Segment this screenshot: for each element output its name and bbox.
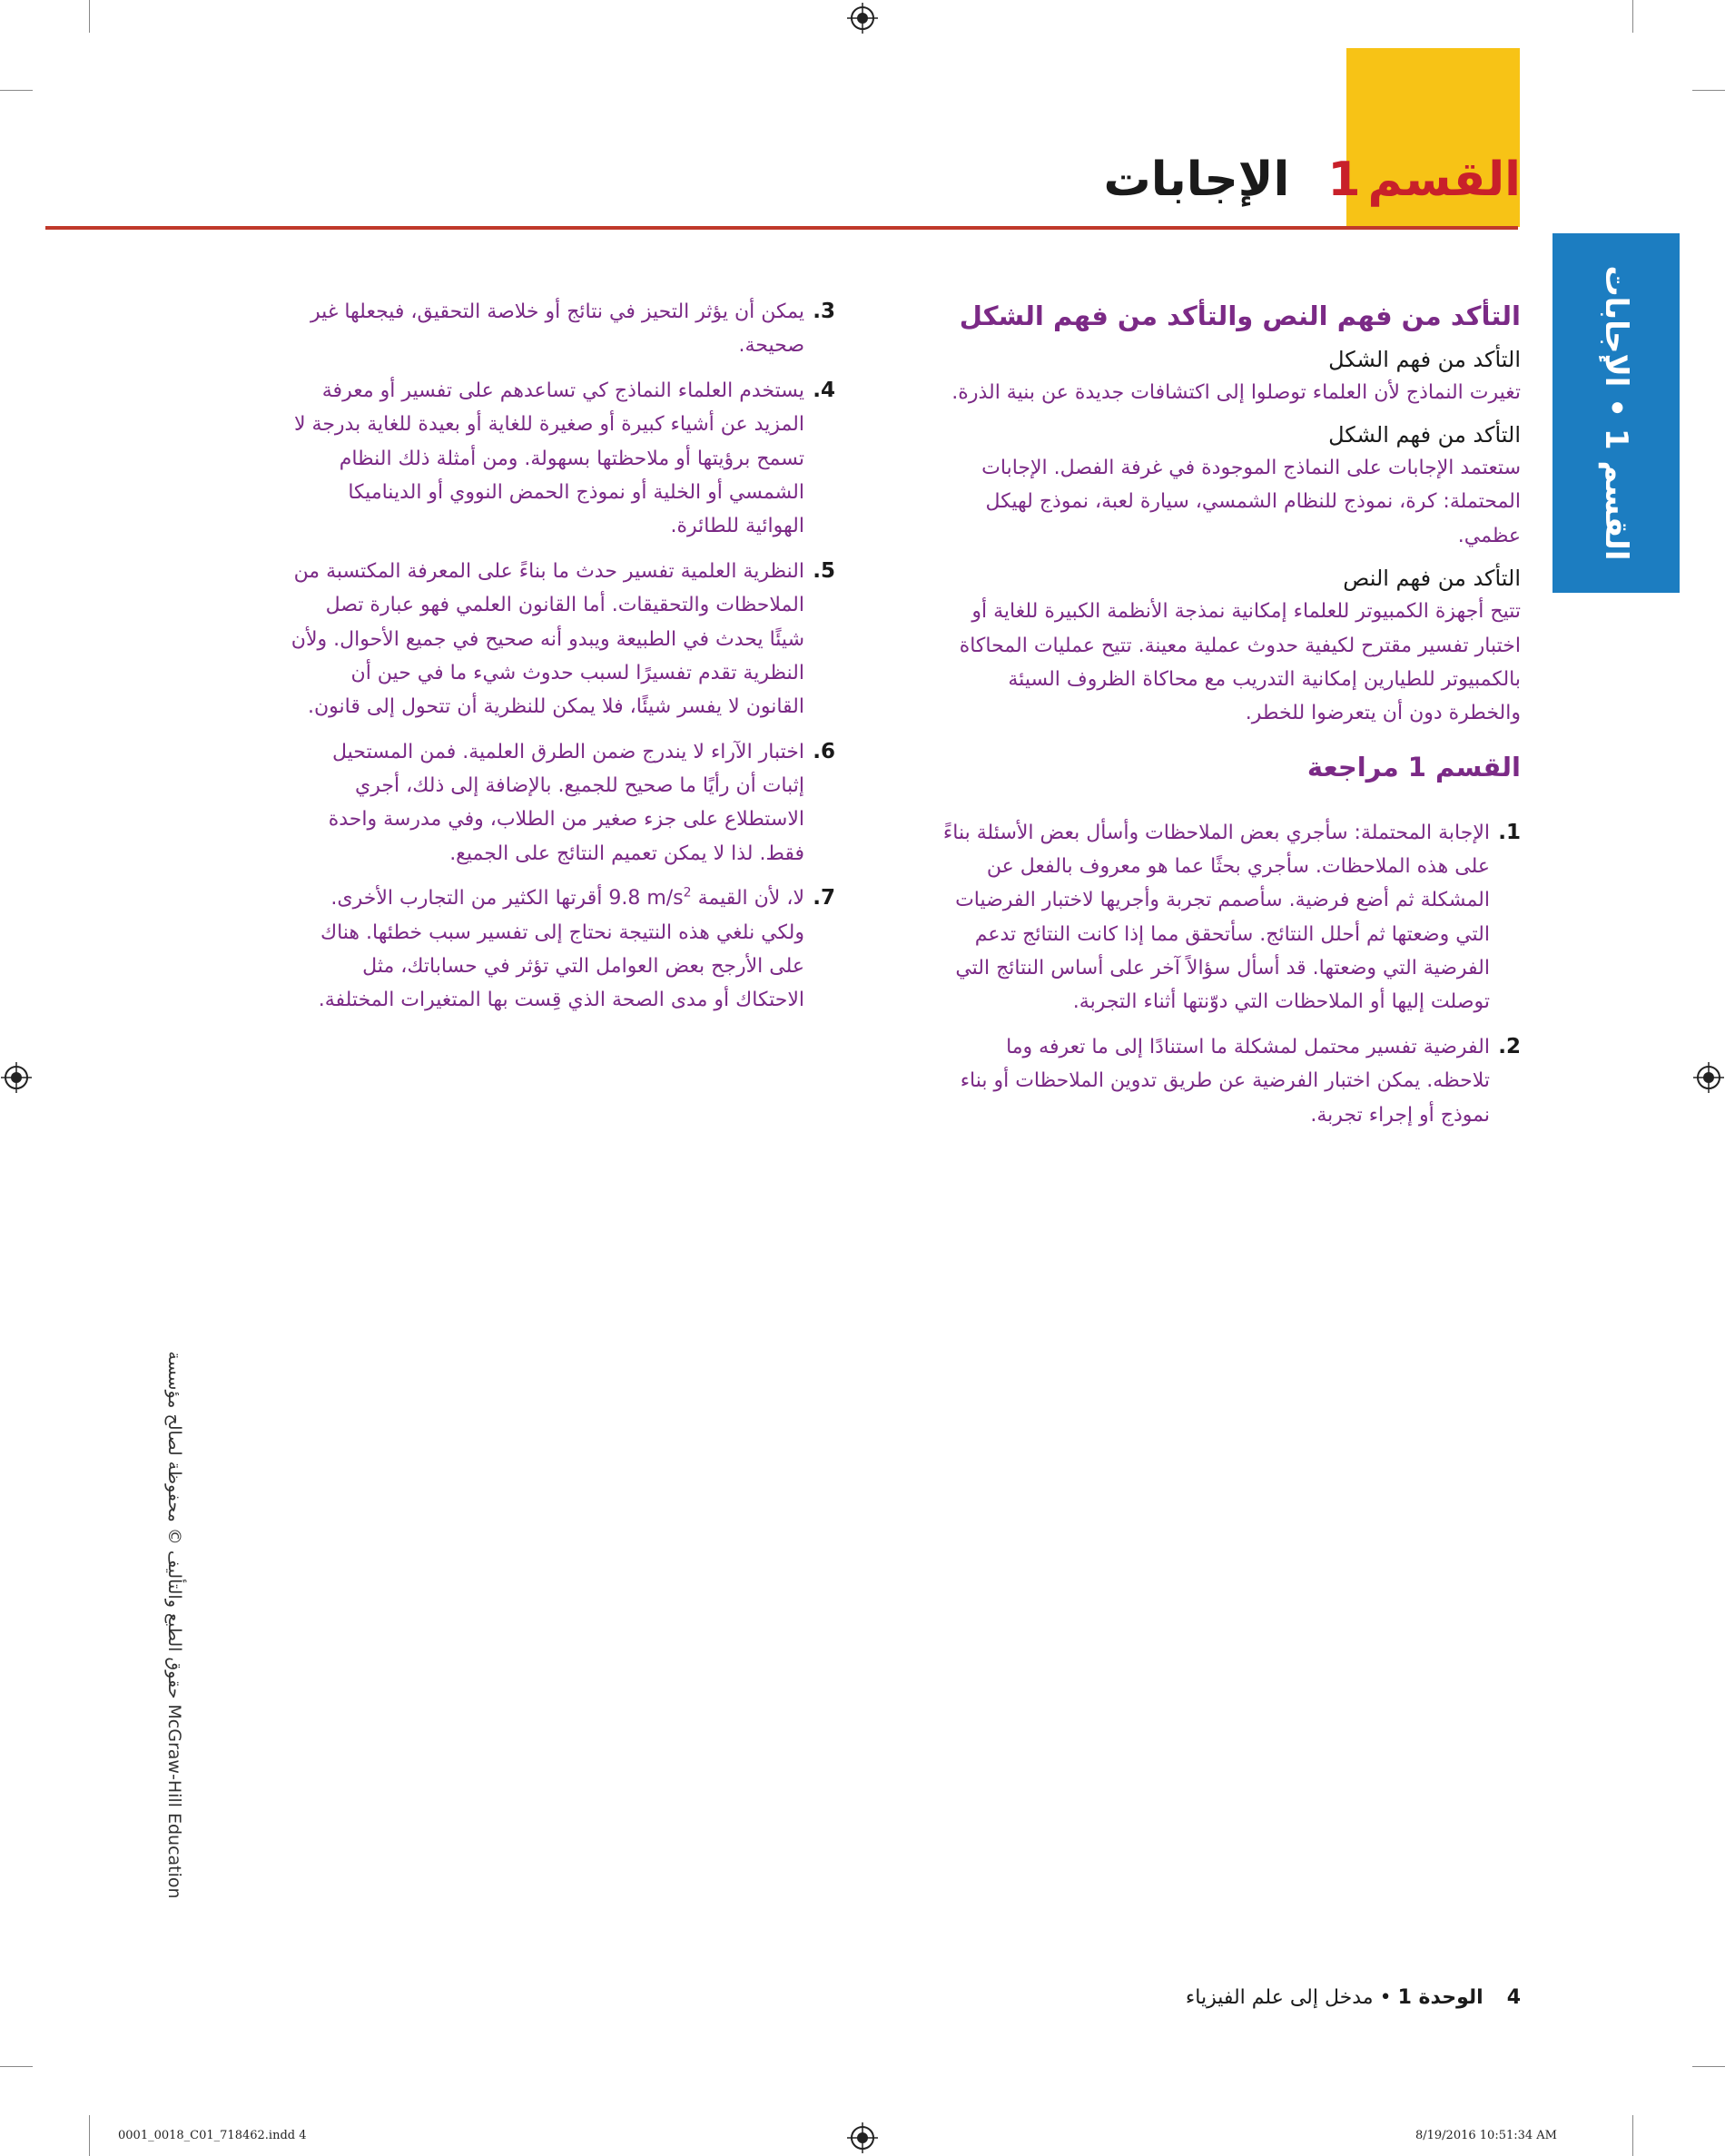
value-text: 9.8 m/s <box>608 887 684 911</box>
timestamp-slug: 8/19/2016 10:51:34 AM <box>1414 2129 1557 2142</box>
crop-mark <box>0 90 33 91</box>
list-item <box>940 1030 1521 1132</box>
crop-mark <box>1692 2066 1725 2067</box>
answer-paragraph: تتيح أجهزة الكمبيوتر للعلماء إمكانية نمذجة الأنظمة الكبيرة للغاية أو اختبار تفسير مقترح لكيفية حدوث عملية معينة. تتيح عمليات المحاكاة بالكمبيوتر للطيارين إمكانية التدريب مع محاكاة الظروف السيئة والخطرة دون أن يتعرضوا للخطر. <box>959 600 1521 725</box>
review-heading: القسم 1 مراجعة <box>1306 751 1521 783</box>
item-text-after: أقرتها الكثير من التجارب الأخرى. ولكي نلغي هذه النتيجة نحتاج إلى تفسير سبب خطئها. هناك على الأرجح بعض العوامل التي تؤثر في حساباتك، مثل الاحتكاك أو مدى الصحة الذي قِست بها المتغيرات المختلفة. <box>318 887 804 1012</box>
right-column <box>940 300 1521 1143</box>
footer-bullet: • <box>1379 1986 1392 2009</box>
list-item <box>940 816 1521 1019</box>
crop-mark <box>1632 0 1633 33</box>
item-number: 2. <box>1498 1034 1521 1058</box>
unit-title: مدخل إلى علم الفيزياء <box>1185 1986 1374 2009</box>
header-rule <box>45 226 1518 230</box>
item-text: الإجابة المحتملة: سأجري بعض الملاحظات وأسأل بعض الأسئلة بناءً على هذه الملاحظات. سأجري بحثًا عما هو معروف بالفعل عن المشكلة ثم أضع فرضية. سأصمم تجربة وأجريها لاختبار الفرضيات التي وضعتها ثم أحلل النتائج. سأتحقق مما إذا كانت النتائج تدعم الفرضية التي وضعتها. قد أسأل سؤالاً آخر على أساس النتائج التي توصلت إليها أو الملاحظات التي دوّنتها أثناء التجربة. <box>942 821 1490 1014</box>
side-tab-label: القسم 1 • الإجابات <box>1598 265 1634 561</box>
registration-mark-icon <box>847 3 878 34</box>
item-number: 7. <box>813 886 835 911</box>
item-text-before: لا، لأن القيمة <box>697 887 804 911</box>
list-item <box>291 881 835 1018</box>
unit-label: الوحدة 1 <box>1397 1986 1484 2009</box>
item-text <box>291 881 804 1018</box>
item-number: 6. <box>813 739 835 763</box>
page-footer <box>1186 1986 1521 2009</box>
registration-mark-icon <box>1693 1062 1724 1093</box>
section-word: القسم <box>1367 153 1521 207</box>
page-number: 4 <box>1506 1986 1521 2009</box>
registration-mark-icon <box>847 2122 878 2153</box>
value-exponent: 2 <box>683 885 692 901</box>
subheading: التأكد من فهم النص <box>1343 566 1521 592</box>
item-text: يستخدم العلماء النماذج كي تساعدهم على تفسير أو معرفة المزيد عن أشياء كبيرة أو صغيرة للغاية أو بعيدة للغاية بدرجة لا تسمح برؤيتها أو ملاحظتها بسهولة. ومن أمثلة ذلك النظام الشمسي أو الخلية أو نموذج الحمض النووي أو الديناميكا الهوائية للطائرة. <box>294 379 804 538</box>
section-heading: التأكد من فهم النص والتأكد من فهم الشكل <box>959 300 1521 331</box>
crop-mark <box>89 0 90 33</box>
crop-mark <box>1692 90 1725 91</box>
crop-mark <box>1632 2115 1633 2156</box>
list-item <box>291 295 835 363</box>
section-number: 1 <box>1327 153 1361 207</box>
list-item <box>291 735 835 871</box>
item-number: 1. <box>1498 820 1521 844</box>
item-number: 3. <box>813 300 835 323</box>
crop-mark <box>0 2066 33 2067</box>
file-slug: 0001_0018_C01_718462.indd 4 <box>118 2129 307 2142</box>
registration-mark-icon <box>1 1062 32 1093</box>
item-text: النظرية العلمية تفسير حدث ما بناءً على المعرفة المكتسبة من الملاحظات والتحقيقات. أما القانون العلمي فهو عبارة تصل شيئًا يحدث في الطبيعة ويبدو أنه صحيح في جميع الأحوال. ولأن النظرية تقدم تفسيرًا لسبب حدوث شيء ما في حين أن القانون لا يفسر شيئًا، فلا يمكن للنظرية أن تتحول إلى قانون. <box>291 559 804 719</box>
item-number: 4. <box>813 378 835 402</box>
list-item <box>291 374 835 544</box>
crop-mark <box>89 2115 90 2156</box>
side-tab <box>1552 233 1680 593</box>
item-text: الفرضية تفسير محتمل لمشكلة ما استنادًا إلى ما تعرفه وما تلاحظه. يمكن اختبار الفرضية عن طريق تدوين الملاحظات أو بناء نموذج أو إجراء تجربة. <box>960 1035 1490 1127</box>
subheading: التأكد من فهم الشكل <box>1328 422 1521 448</box>
list-item <box>291 555 835 724</box>
item-text: اختبار الآراء لا يندرج ضمن الطرق العلمية. فمن المستحيل إثبات أن رأيًا ما صحيح للجميع. بالإضافة إلى ذلك، أجري الاستطلاع على جزء صغير من الطلاب، وفي مدرسة واحدة فقط. لذا لا يمكن تعميم النتائج على الجميع. <box>328 740 804 865</box>
copyright-notice: حقوق الطبع والتأليف © محفوظة لصالح مؤسسة McGraw-Hill Education <box>164 1351 184 1899</box>
left-column <box>291 295 835 1029</box>
page-title <box>1103 153 1521 207</box>
answer-paragraph: ستعتمد الإجابات على النماذج الموجودة في غرفة الفصل. الإجابات المحتملة: كرة، نموذج للنظام الشمسي، سيارة لعبة، نموذج لهيكل عظمي. <box>981 457 1521 547</box>
answer-paragraph: تغيرت النماذج لأن العلماء توصلوا إلى اكتشافات جديدة عن بنية الذرة. <box>951 380 1521 404</box>
acceleration-value <box>608 887 691 910</box>
item-number: 5. <box>813 558 835 583</box>
title-text: الإجابات <box>1103 153 1290 207</box>
subheading: التأكد من فهم الشكل <box>1328 346 1521 372</box>
item-text: يمكن أن يؤثر التحيز في نتائج أو خلاصة التحقيق، فيجعلها غير صحيحة. <box>310 300 804 358</box>
